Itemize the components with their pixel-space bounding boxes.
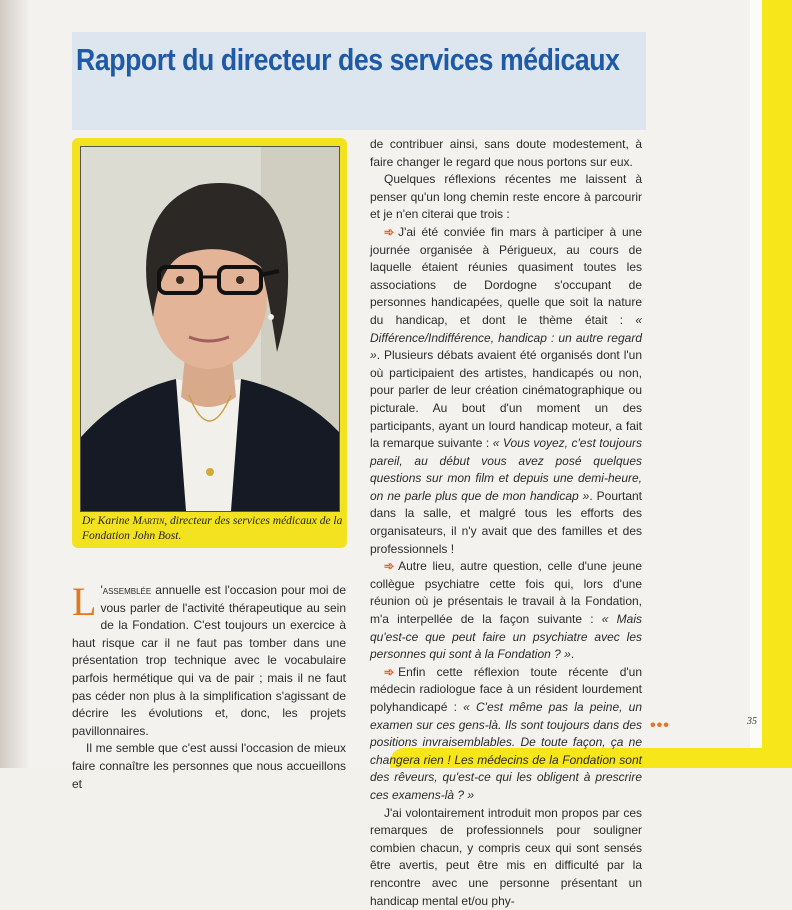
p3-text-b: . Plusieurs débats avaient été organisés dont l'un où participaient des artistes, handicapés ou non, pour parler de leur création cinématographique ou picturale. Au bout d'un moment un des participants, ayant un lourd handicap moteur, a fait la remarque suivante : — [370, 348, 642, 451]
right-paragraph-1: de contribuer ainsi, sans doute modestement, à faire changer le regard que nous portons sur eux. — [370, 137, 642, 169]
left-paragraph-2: Il me semble que c'est aussi l'occasion de mieux faire connaître les personnes que nous accueillons et — [72, 741, 346, 791]
left-column — [72, 579, 346, 793]
caption-surname: Martin — [132, 515, 165, 527]
right-paragraph-6: J'ai volontairement introduit mon propos par ces remarques de professionnels pour souligner combien chacun, y compris ceux qui sont sensés être avertis, peut être mis en difficulté par la rencontre avec une personne présentant un handicap mental et/ou phy- — [370, 805, 642, 908]
p5-quote: « C'est même pas la peine, un examen sur ces gens-là. Ils sont toujours dans des positions invraisemblables. De toute façon, ça ne changera rien ! Les médecins de la Fondation sont des rêveurs, qu'est-ce qui les obligent à prescrire ces examens-là ? » — [370, 700, 642, 802]
right-paragraph-2: Quelques réflexions récentes me laissent à penser qu'un long chemin reste encore à parcourir et je n'en citerai que trois : — [370, 172, 642, 222]
p4-text-b: . — [570, 647, 575, 662]
arrow-icon: ➾ — [384, 664, 395, 679]
p4-text-a: Autre lieu, autre question, celle d'une jeune collègue psychiatre cette fois qui, lors d'une réunion où je présentais le travail à la Fondation, m'a interpellée de la façon suivante : — [370, 559, 642, 627]
p3-text-a: J'ai été conviée fin mars à participer à une journée organisée à Périgueux, au cours de laquelle étaient réunies quasiment toutes les associations de Dordogne s'occupant de personnes handicapées, quelle que soit la nature du handicap, et dont le thème était : — [370, 224, 642, 327]
arrow-icon: ➾ — [384, 559, 395, 574]
right-paragraph-5 — [370, 664, 642, 805]
p5-text: Enfin cette réflexion toute récente d'un médecin radiologue face à un résident lourdement polyhandicapé : — [370, 664, 642, 714]
p3-quote-2: « Vous voyez, c'est toujours pareil, au début vous avez posé quelques questions sur mon film et depuis une demi-heure, on ne parle plus que de mon handicap » — [370, 436, 642, 503]
book-gutter — [0, 0, 28, 768]
p4-quote: « Mais qu'est-ce que peut faire un psychiatre avec les personnes qui sont à la Fondation ? » — [370, 612, 643, 662]
caption-text: , directeur des services médicaux de la Fondation John Bost. — [82, 515, 343, 542]
drop-cap: L — [72, 579, 97, 624]
smallcaps-word: 'assemblée — [100, 583, 152, 597]
portrait-illustration — [81, 147, 339, 511]
yellow-side-band — [762, 0, 792, 768]
page-number: 35 — [747, 716, 757, 727]
p3-quote-1: « Différence/Indifférence, handicap : un autre regard » — [370, 312, 642, 363]
page-edge — [750, 0, 762, 748]
p3-text-c: . Pourtant dans la salle, et malgré tous les efforts des organisateurs, il n'y avait que des familles et des professionnels ! — [370, 488, 643, 556]
page-title: Rapport du directeur des services médicaux — [76, 42, 620, 77]
right-paragraph-3 — [370, 224, 642, 558]
continue-dots: ••• — [650, 717, 670, 734]
left-paragraph-1-text: annuelle est l'occasion pour moi de vous parler de l'activité thérapeutique au sein de la Fondation. C'est toujours un exercice à haut risque car il ne faut pas tomber dans une présentation trop technique avec le vocabulaire parfois hermétique qui va de pair ; mais il ne faut pas céder non plus à la simplification s'agissant de décrire les évolutions et, donc, les projets pavillonnaires. — [72, 583, 346, 738]
portrait-photo — [80, 146, 340, 512]
right-column — [370, 136, 642, 910]
photo-caption — [82, 514, 344, 544]
left-paragraph-1 — [72, 579, 346, 740]
arrow-icon: ➾ — [384, 224, 395, 239]
right-paragraph-4 — [370, 558, 642, 664]
caption-name-prefix: Dr Karine — [82, 515, 133, 527]
